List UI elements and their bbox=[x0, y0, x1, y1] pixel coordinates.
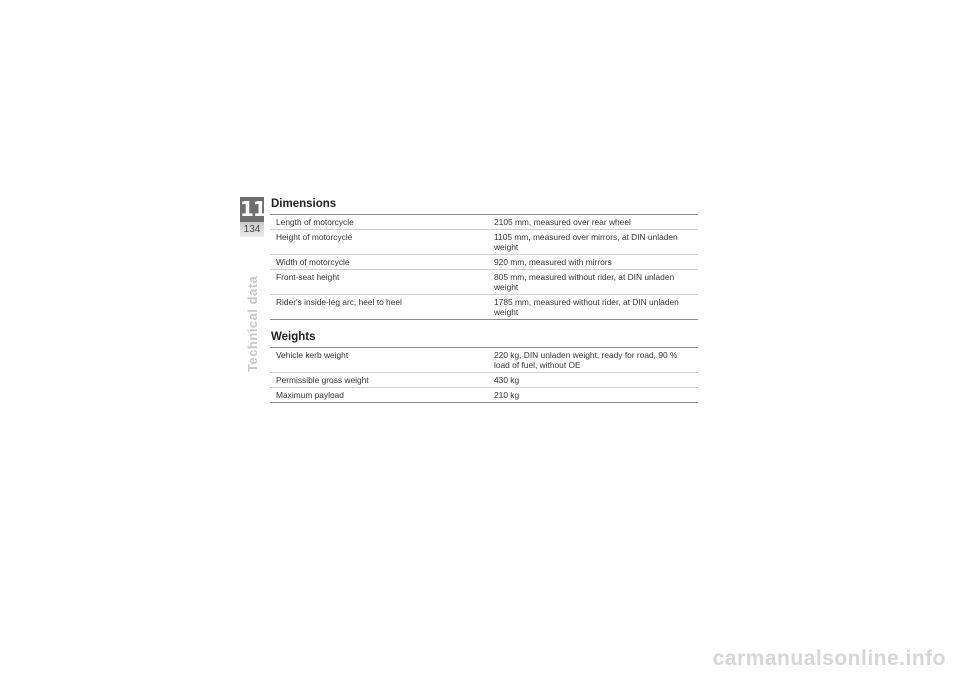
spec-value: 220 kg, DIN unladen weight, ready for road, 90 % load of fuel, without OE bbox=[494, 350, 678, 370]
table-row bbox=[270, 270, 698, 295]
page-number: 134 bbox=[240, 222, 264, 237]
spec-value: 2105 mm, measured over rear wheel bbox=[494, 217, 631, 227]
weights-heading: Weights bbox=[271, 331, 316, 343]
chapter-title-vertical: Technical data bbox=[245, 275, 260, 372]
table-row bbox=[270, 215, 698, 230]
watermark: carmanualsonline.info bbox=[712, 647, 946, 670]
weights-table bbox=[270, 347, 698, 403]
spec-value: 1105 mm, measured over mirrors, at DIN unladen weight bbox=[488, 230, 698, 255]
spec-label: Rider's inside-leg arc, heel to heel bbox=[270, 295, 488, 320]
table-row bbox=[270, 255, 698, 270]
spec-value: 430 kg bbox=[488, 373, 698, 388]
spec-value: 805 mm, measured without rider, at DIN unladen weight bbox=[488, 270, 698, 295]
spec-label: Width of motorcycle bbox=[270, 255, 488, 270]
chapter-number: 11 bbox=[240, 197, 266, 221]
dimensions-table bbox=[270, 214, 698, 320]
spec-value: 210 kg bbox=[488, 388, 698, 403]
spec-value: 920 mm, measured with mirrors bbox=[488, 255, 698, 270]
spec-label: Permissible gross weight bbox=[270, 373, 488, 388]
table-row bbox=[270, 348, 698, 373]
table-row bbox=[270, 295, 698, 320]
spec-label: Maximum payload bbox=[270, 388, 488, 403]
table-row bbox=[270, 373, 698, 388]
chapter-tab bbox=[240, 197, 264, 239]
table-row bbox=[270, 230, 698, 255]
spec-label: Vehicle kerb weight bbox=[276, 350, 349, 360]
page-content bbox=[270, 197, 698, 403]
spec-label: Length of motorcycle bbox=[276, 217, 354, 227]
spec-label: Height of motorcycle bbox=[270, 230, 488, 255]
spec-value: 1785 mm, measured without rider, at DIN unladen weight bbox=[488, 295, 698, 320]
dimensions-heading: Dimensions bbox=[271, 198, 337, 210]
spec-label: Front-seat height bbox=[270, 270, 488, 295]
table-row bbox=[270, 388, 698, 403]
